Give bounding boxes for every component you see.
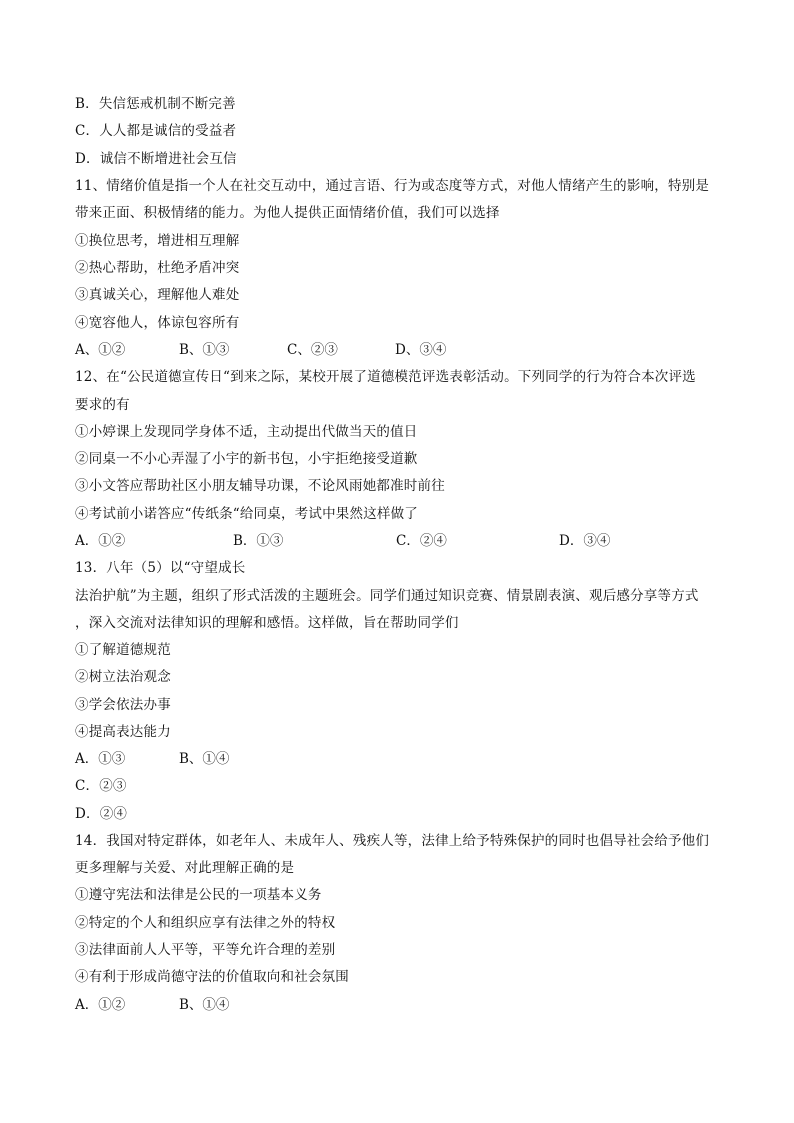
q12-option-a: A．①②	[75, 533, 126, 549]
q11-option-b: B、①③	[179, 342, 230, 358]
q11-item-2: ②热心帮助，杜绝矛盾冲突	[75, 260, 240, 276]
q13-item-1: ①了解道德规范	[75, 642, 171, 658]
q13-option-c: C．②③	[75, 778, 127, 794]
q14-item-3: ③法律面前人人平等，平等允许合理的差别	[75, 942, 336, 958]
q13-option-d: D．②④	[75, 806, 128, 822]
q14-option-b: B、①④	[179, 997, 230, 1013]
q13-item-4: ④提高表达能力	[75, 724, 171, 740]
q11-item-3: ③真诚关心，理解他人难处	[75, 287, 240, 303]
q14-stem-line-2: 更多理解与关爱、对此理解正确的是	[75, 860, 295, 876]
q13-stem-line-1: 13．八年（5）以“守望成长	[75, 560, 246, 576]
q11-option-a: A、①②	[75, 342, 126, 358]
prev-option-c: C．人人都是诚信的受益者	[75, 123, 237, 139]
prev-option-b: B．失信惩戒机制不断完善	[75, 96, 236, 112]
q12-item-3: ③小文答应帮助社区小朋友辅导功课，不论风雨她都准时前往	[75, 478, 445, 494]
q13-item-3: ③学会依法办事	[75, 697, 171, 713]
q11-option-d: D、③④	[395, 342, 447, 358]
q12-item-4: ④考试前小诺答应“传纸条“给同桌，考试中果然这样做了	[75, 506, 419, 522]
q12-stem-line-1: 12、在“公民道德宣传日“到来之际，某校开展了道德模范评选表彰活动。下列同学的行为符合本次评选	[75, 369, 696, 385]
q14-stem-line-1: 14．我国对特定群体，如老年人、未成年人、残疾人等，法律上给予特殊保护的同时也倡导社会给予他们	[75, 833, 710, 849]
q13-stem-line-3: ，深入交流对法律知识的理解和感悟。这样做，旨在帮助同学们	[75, 615, 459, 631]
q13-option-b: B、①④	[179, 751, 230, 767]
q13-item-2: ②树立法治观念	[75, 669, 171, 685]
q11-item-1: ①换位思考，增进相互理解	[75, 233, 240, 249]
q11-item-4: ④宽容他人，体谅包容所有	[75, 315, 240, 331]
q12-option-b: B．①③	[233, 533, 284, 549]
q12-item-2: ②同桌一不小心弄湿了小宇的新书包，小宇拒绝接受道歉	[75, 451, 418, 467]
q11-option-c: C、②③	[287, 342, 338, 358]
q11-stem-line-1: 11、情绪价值是指一个人在社交互动中，通过言语、行为或态度等方式，对他人情绪产生的影响，特别是	[75, 178, 710, 194]
q13-stem-line-2: 法治护航”为主题，组织了形式活泼的主题班会。同学们通过知识竞赛、情景剧表演、观后感分享等方式	[75, 588, 699, 604]
q13-option-a: A．①③	[75, 751, 126, 767]
q14-option-a: A．①②	[75, 997, 126, 1013]
q12-option-d: D．③④	[559, 533, 611, 549]
q14-item-4: ④有利于形成尚德守法的价值取向和社会氛围	[75, 969, 349, 985]
q12-option-c: C．②④	[396, 533, 447, 549]
q14-item-1: ①遵守宪法和法律是公民的一项基本义务	[75, 887, 322, 903]
q12-item-1: ①小婷课上发现同学身体不适，主动提出代做当天的值日	[75, 424, 418, 440]
q14-item-2: ②特定的个人和组织应享有法律之外的特权	[75, 915, 336, 931]
q11-stem-line-2: 带来正面、积极情绪的能力。为他人提供正面情绪价值，我们可以选择	[75, 205, 500, 221]
q12-stem-line-2: 要求的有	[75, 397, 130, 413]
prev-option-d: D．诚信不断增进社会互信	[75, 151, 237, 167]
